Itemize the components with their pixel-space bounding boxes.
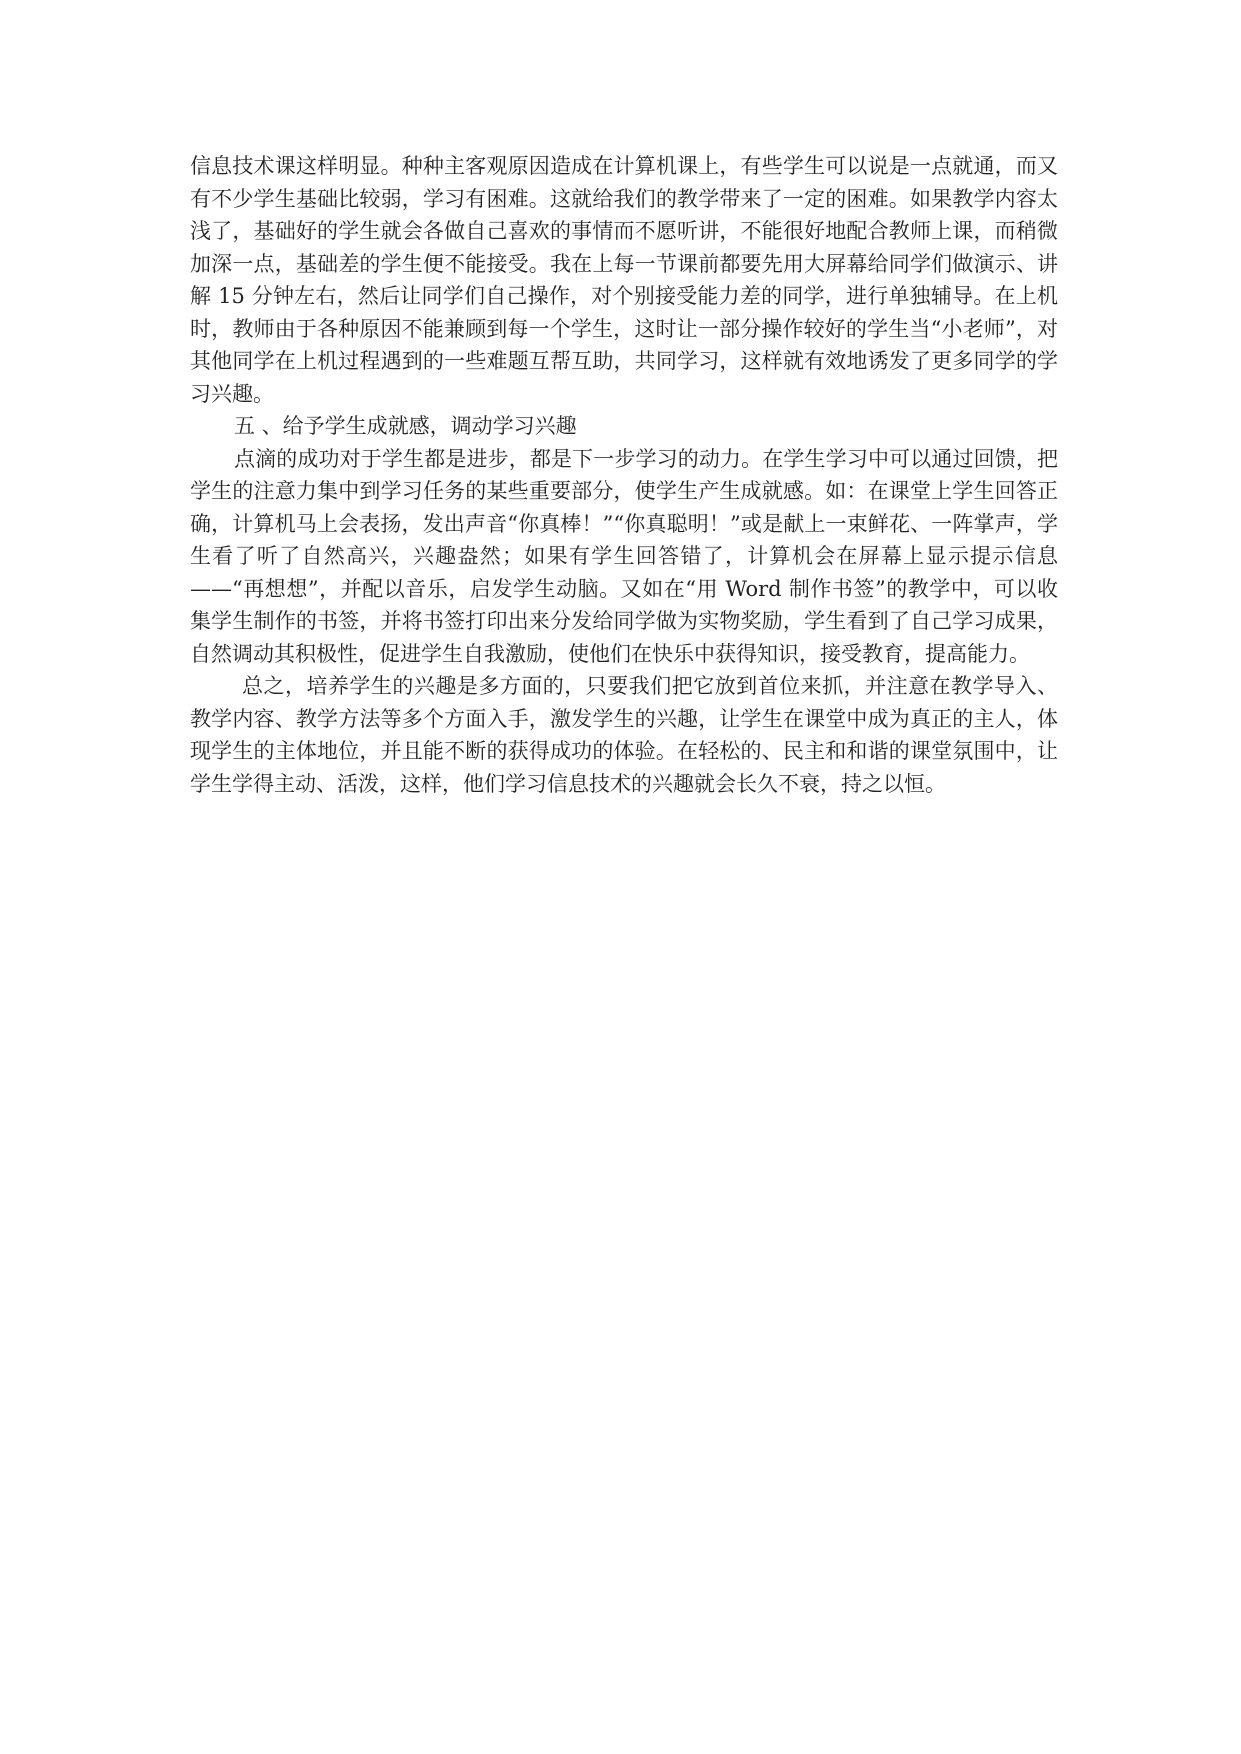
document-body [190,150,1058,800]
paragraph-continuation: 信息技术课这样明显。种种主客观原因造成在计算机课上，有些学生可以说是一点就通，而又有不少学生基础比较弱，学习有困难。这就给我们的教学带来了一定的困难。如果教学内容太浅了，基础好的学生就会各做自己喜欢的事情而不愿听讲，不能很好地配合教师上课，而稍微加深一点，基础差的学生便不能接受。我在上每一节课前都要先用大屏幕给同学们做演示、讲解 15 分钟左右，然后让同学们自己操作，对个别接受能力差的同学，进行单独辅导。在上机时，教师由于各种原因不能兼顾到每一个学生，这时让一部分操作较好的学生当“小老师”，对其他同学在上机过程遇到的一些难题互帮互助，共同学习，这样就有效地诱发了更多同学的学习兴趣。 [190,154,1058,406]
section-heading: 五 、给予学生成就感，调动学习兴趣 [234,414,577,438]
paragraph-conclusion: 总之，培养学生的兴趣是多方面的，只要我们把它放到首位来抓，并注意在教学导入、教学内容、教学方法等多个方面入手，激发学生的兴趣，让学生在课堂中成为真正的主人，体现学生的主体地位，并且能不断的获得成功的体验。在轻松的、民主和和谐的课堂氛围中，让学生学得主动、活泼，这样，他们学习信息技术的兴趣就会长久不衰，持之以恒。 [190,674,1058,796]
paragraph-section-five: 点滴的成功对于学生都是进步，都是下一步学习的动力。在学生学习中可以通过回馈，把学生的注意力集中到学习任务的某些重要部分，使学生产生成就感。如：在课堂上学生回答正确，计算机马上会表扬，发出声音“你真棒！”“你真聪明！”或是献上一束鲜花、一阵掌声，学生看了听了自然高兴，兴趣盎然；如果有学生回答错了，计算机会在屏幕上显示提示信息——“再想想”，并配以音乐，启发学生动脑。又如在“用 Word 制作书签”的教学中，可以收集学生制作的书签，并将书签打印出来分发给同学做为实物奖励，学生看到了自己学习成果，自然调动其积极性，促进学生自我激励，使他们在快乐中获得知识，接受教育，提高能力。 [190,446,1058,666]
